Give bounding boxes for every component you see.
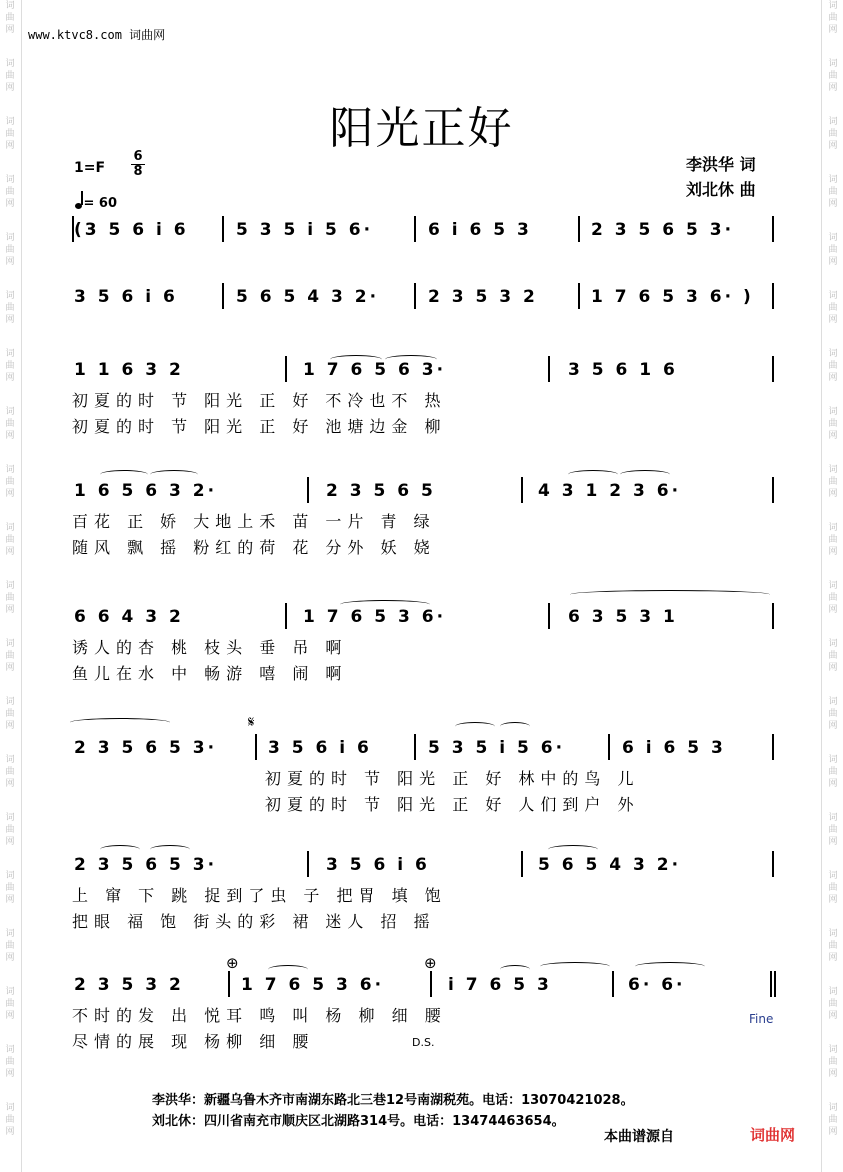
measure-notes: 5 6 5 4 3 2·	[538, 855, 682, 875]
bar-line	[772, 734, 774, 760]
slur-mark	[150, 845, 190, 854]
slur-mark	[635, 962, 705, 971]
lyrics-verse-1: 初夏的时 节 阳光 正 好 不冷也不 热	[72, 391, 447, 410]
lyrics-verse-2: 初夏的时 节 阳光 正 好 池塘边金 柳	[72, 417, 447, 436]
bar-line	[548, 603, 550, 629]
measure-notes: 3 5 6 i 6	[268, 738, 372, 758]
measure-notes: (3 5 6 i 6	[74, 220, 189, 240]
measure-notes: 1 7 6 5 3 6·	[241, 975, 385, 995]
slur-mark	[100, 470, 148, 479]
bar-line	[772, 851, 774, 877]
measure-notes: 2 3 5 3 2	[428, 287, 538, 307]
lyrics-verse-1: 上 窜 下 跳 捉到了虫 子 把胃 填 饱	[72, 886, 447, 905]
bar-line	[255, 734, 257, 760]
bar-line	[430, 971, 432, 997]
lyrics-verse-1: 不时的发 出 悦耳 鸣 叫 杨 柳 细 腰	[72, 1006, 447, 1025]
bar-line	[772, 216, 774, 242]
measure-notes: 5 3 5 i 5 6·	[428, 738, 566, 758]
bar-line	[772, 356, 774, 382]
bar-line	[285, 603, 287, 629]
measure-notes: 3 5 6 i 6	[74, 287, 178, 307]
slur-mark	[340, 600, 430, 609]
slur-mark	[570, 590, 770, 599]
lyricist-credit: 李洪华 词	[686, 155, 756, 174]
segno-icon: 𝄋	[248, 713, 255, 731]
time-bottom: 8	[131, 164, 145, 179]
time-signature	[131, 150, 145, 179]
slur-mark	[620, 470, 670, 479]
ds-marking: D.S.	[412, 1036, 435, 1049]
measure-notes: 6 i 6 5 3	[428, 220, 532, 240]
measure-notes: 1 7 6 5 3 6· )	[591, 287, 754, 307]
measure-notes: 6 6 4 3 2	[74, 607, 184, 627]
bar-line	[414, 734, 416, 760]
slur-mark	[568, 470, 618, 479]
measure-notes: 6 3 5 3 1	[568, 607, 678, 627]
source-label: 本曲谱源自	[604, 1129, 674, 1145]
left-margin-line	[21, 0, 22, 1172]
site-url[interactable]: www.ktvc8.com 词曲网	[28, 28, 166, 42]
measure-notes: 3 5 6 1 6	[568, 360, 678, 380]
bar-line	[521, 477, 523, 503]
time-top: 6	[133, 149, 143, 164]
bar-line	[414, 216, 416, 242]
measure-notes: 2 3 5 6 5 3·	[74, 855, 218, 875]
slur-mark	[150, 470, 198, 479]
slur-mark	[100, 845, 140, 854]
bar-line	[222, 283, 224, 309]
fine-marking: Fine	[749, 1012, 774, 1026]
bar-line	[72, 216, 74, 242]
bar-line	[222, 216, 224, 242]
bar-line	[772, 283, 774, 309]
bar-line	[548, 356, 550, 382]
measure-notes: 6· 6·	[628, 975, 686, 995]
slur-mark	[330, 355, 382, 364]
bar-line	[307, 851, 309, 877]
lyrics-verse-2: 尽情的展 现 杨柳 细 腰	[72, 1032, 315, 1051]
slur-mark	[385, 355, 437, 364]
composer-credit: 刘北休 曲	[686, 180, 756, 199]
coda-icon-2: ⊕	[424, 954, 437, 972]
lyrics-verse-2: 鱼儿在水 中 畅游 嘻 闹 啊	[72, 664, 348, 683]
bar-line	[612, 971, 614, 997]
bar-line	[578, 216, 580, 242]
bar-line	[772, 477, 774, 503]
measure-notes: 4 3 1 2 3 6·	[538, 481, 682, 501]
lyrics-verse-2: 初夏的时 节 阳光 正 好 人们到户 外	[265, 795, 640, 814]
slur-mark	[455, 722, 495, 731]
bar-line	[307, 477, 309, 503]
lyrics-verse-1: 百花 正 娇 大地上禾 苗 一片 青 绿	[72, 512, 436, 531]
composer-contact: 刘北休：四川省南充市顺庆区北湖路314号。电话：13474463654。	[152, 1114, 565, 1129]
right-margin-line	[821, 0, 822, 1172]
bar-line	[774, 971, 776, 997]
brand-logo[interactable]: 词曲网	[750, 1126, 796, 1144]
lyrics-verse-2: 随风 飘 摇 粉红的荷 花 分外 妖 娆	[72, 538, 436, 557]
lyrics-verse-1: 初夏的时 节 阳光 正 好 林中的鸟 儿	[265, 769, 640, 788]
lyrics-verse-2: 把眼 福 饱 街头的彩 裙 迷人 招 摇	[72, 912, 436, 931]
bar-line	[414, 283, 416, 309]
lyricist-contact: 李洪华：新疆乌鲁木齐市南湖东路北三巷12号南湖税苑。电话：13070421028。	[152, 1093, 634, 1108]
slur-mark	[540, 962, 610, 971]
measure-notes: 2 3 5 6 5 3·	[74, 738, 218, 758]
bar-line	[772, 603, 774, 629]
slur-mark	[500, 722, 530, 731]
slur-mark	[70, 718, 170, 727]
bar-line	[578, 283, 580, 309]
slur-mark	[500, 965, 530, 974]
bar-line	[770, 971, 772, 997]
slur-mark	[548, 845, 598, 854]
measure-notes: 1 6 5 6 3 2·	[74, 481, 218, 501]
tempo-value: = 60	[83, 196, 118, 211]
coda-icon-1: ⊕	[226, 954, 239, 972]
song-title: 阳光正好	[329, 103, 514, 154]
measure-notes: 5 3 5 i 5 6·	[236, 220, 374, 240]
measure-notes: i 7 6 5 3	[448, 975, 552, 995]
bar-line	[285, 356, 287, 382]
measure-notes: 2 3 5 3 2	[74, 975, 184, 995]
bar-line	[608, 734, 610, 760]
key-signature: 1=F	[74, 160, 106, 176]
slur-mark	[268, 965, 308, 974]
measure-notes: 2 3 5 6 5 3·	[591, 220, 735, 240]
measure-notes: 3 5 6 i 6	[326, 855, 430, 875]
left-watermark-strip: 词 曲 网 词 曲 网 词 曲 网 词 曲 网 词 曲 网 词 曲 网 词 曲 网 词 曲 网 词 曲 网 词 曲 网 词 曲 网 词 曲 网 词 曲 网 词 曲 网 词 曲 网 词 曲 网 词 曲 网 词 曲 网 词 曲 网 词 曲 网	[5, 1, 15, 1137]
measure-notes: 5 6 5 4 3 2·	[236, 287, 380, 307]
measure-notes: 2 3 5 6 5	[326, 481, 436, 501]
bar-line	[228, 971, 230, 997]
measure-notes: 1 7 6 5 6 3·	[303, 360, 447, 380]
measure-notes: 1 7 6 5 3 6·	[303, 607, 447, 627]
measure-notes: 1 1 6 3 2	[74, 360, 184, 380]
lyrics-verse-1: 诱人的杏 桃 枝头 垂 吊 啊	[72, 638, 348, 657]
note-stem-icon	[81, 191, 83, 205]
measure-notes: 6 i 6 5 3	[622, 738, 726, 758]
right-watermark-strip: 词 曲 网 词 曲 网 词 曲 网 词 曲 网 词 曲 网 词 曲 网 词 曲 网 词 曲 网 词 曲 网 词 曲 网 词 曲 网 词 曲 网 词 曲 网 词 曲 网 词 曲 网 词 曲 网 词 曲 网 词 曲 网 词 曲 网 词 曲 网	[828, 1, 838, 1137]
bar-line	[521, 851, 523, 877]
tempo-marking	[75, 193, 117, 211]
